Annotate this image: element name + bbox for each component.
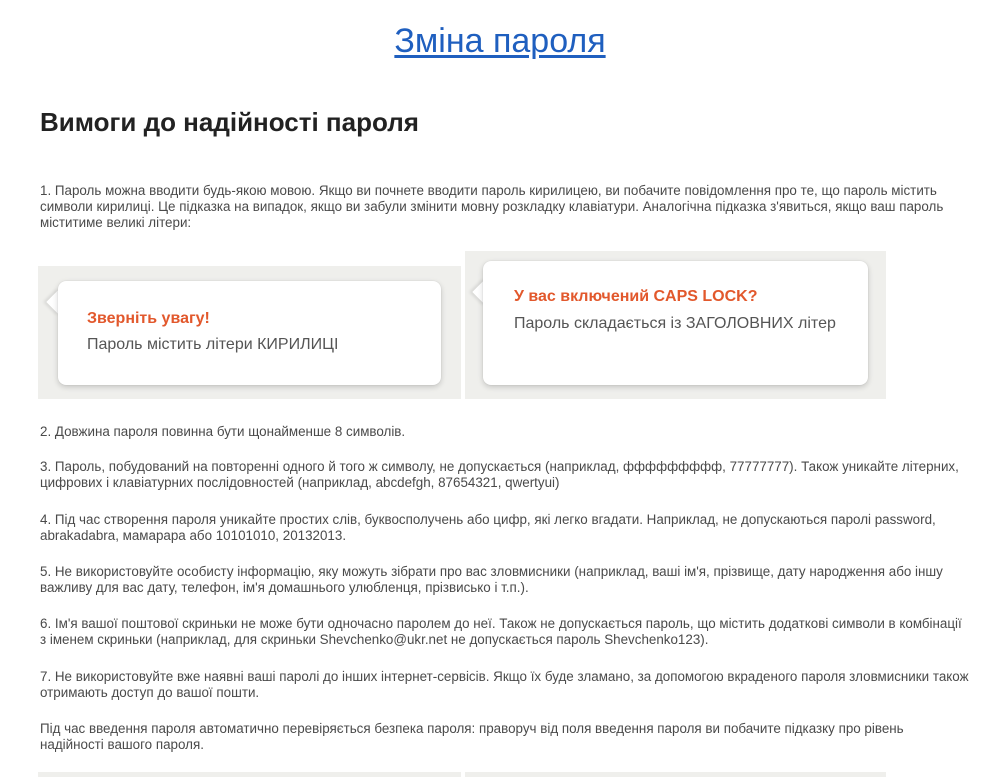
capslock-warning-text: Пароль складається із ЗАГОЛОВНИХ літер — [514, 315, 836, 332]
requirement-5: 5. Не використовуйте особисту інформацію, яку можуть зібрати про вас зловмисники (наприклад, ваші ім'я, прізвище, дату народження або іншу важливу для вас дату, телефон, ім'я домашнього улюбленця, прізвисько і т.п.). — [40, 564, 943, 595]
requirement-2: 2. Довжина пароля повинна бути щонайменше 8 символів. — [40, 424, 406, 439]
cyrillic-warning-bubble — [58, 281, 441, 385]
capslock-warning-illustration — [465, 251, 886, 399]
capslock-warning-bubble — [483, 261, 868, 385]
requirement-6: 6. Ім'я вашої поштової скриньки не може бути одночасно паролем до неї. Також не допускається пароль, що містить додаткові символи в комбінації з іменем скриньки (наприклад, для скриньки Shevchenko@ukr.net не допускається пароль Shevchenko123). — [40, 616, 962, 647]
capslock-warning-title: У вас включений CAPS LOCK? — [514, 288, 758, 305]
change-password-link[interactable]: Зміна пароля — [394, 22, 606, 60]
cyrillic-warning-title: Зверніть увагу! — [87, 310, 210, 327]
strength-illustration-left — [38, 772, 461, 777]
requirement-3: 3. Пароль, побудований на повторенні одного й того ж символу, не допускається (наприклад, ффффффффф, 77777777). Також уникайте літерних, цифрових і клавіатурних послідовностей (наприклад, abcdefgh, 87654321, qwertyui) — [40, 459, 959, 490]
requirement-4: 4. Під час створення пароля уникайте простих слів, буквосполучень або цифр, які легко вгадати. Наприклад, не допускаються паролі password, abrakadabra, мамарара або 10101010, 20132013. — [40, 512, 936, 543]
strength-illustration-right — [465, 772, 886, 777]
cyrillic-warning-text: Пароль містить літери КИРИЛИЦІ — [87, 336, 339, 353]
requirement-7: 7. Не використовуйте вже наявні ваші паролі до інших інтернет-сервісів. Якщо їх буде зламано, за допомогою вкраденого пароля зловмисники також отримають доступ до вашої пошти. — [40, 669, 969, 700]
page-heading: Вимоги до надійності пароля — [40, 107, 419, 137]
cyrillic-warning-illustration — [38, 266, 461, 399]
requirement-1: 1. Пароль можна вводити будь-якою мовою. Якщо ви почнете вводити пароль кирилицею, ви побачите повідомлення про те, що пароль містить символи кирилиці. Це підказка на випадок, якщо ви забули змінити мовну розкладку клавіатури. Аналогічна підказка з'явиться, якщо ваш пароль міститиме великі літери: — [40, 183, 944, 230]
password-strength-note: Під час введення пароля автоматично перевіряється безпека пароля: праворуч від поля введення пароля ви побачите підказку про рівень надійності вашого пароля. — [40, 721, 904, 752]
